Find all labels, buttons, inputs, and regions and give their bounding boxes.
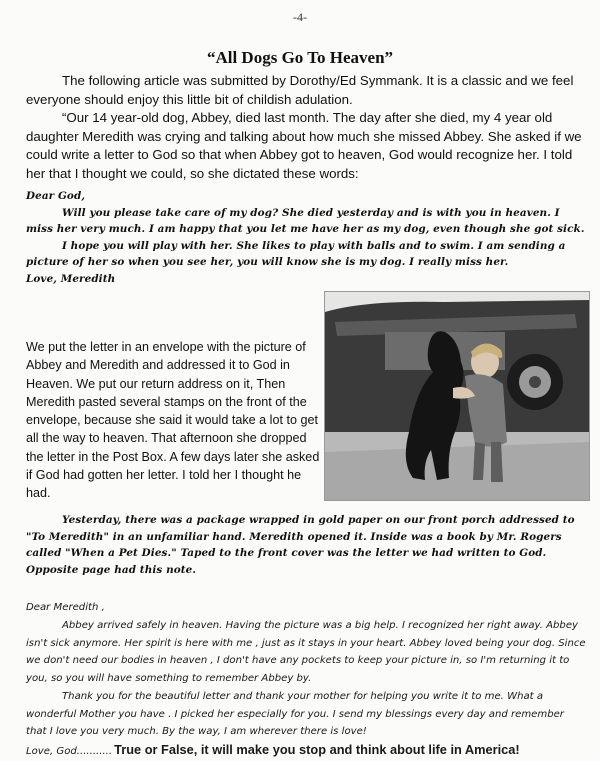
god-letter-greeting-block — [26, 599, 586, 617]
child-letter-greeting: Dear God, — [26, 190, 86, 202]
god-letter-paragraph-1: Abbey arrived safely in heaven. Having the picture was a big help. I recognized her right away. Abbey isn't sick anymore. Her spirit is here with me , just as it stays in your heart. Abbey loved being your dog. Since we don't need our bodies in heaven , I don't have any pockets to keep your picture in, so I'm returning it to you, so you will have something to remember Abbey by. — [26, 620, 586, 684]
story-middle-paragraph: We put the letter in an envelope with the picture of Abbey and Meredith and addressed it to God in Heaven. We put our return address on it, Then Meredith pasted several stamps on the front of the envelope, because she said it would take a lot to get all the way to heaven. That afternoon she dropped the letter in the Post Box. A few days later she asked if God had gotten her letter. I told her I thought he had. — [26, 340, 320, 501]
page-number: -4- — [293, 10, 307, 24]
package-paragraph-block — [26, 512, 586, 578]
god-letter-closing: Love, God........... — [26, 746, 113, 757]
god-letter-paragraph-1-block — [26, 617, 586, 687]
child-letter-closing: Love, Meredith — [26, 272, 116, 285]
intro-section — [26, 72, 586, 183]
photo-illustration — [325, 292, 589, 500]
god-letter-closing-line — [26, 741, 586, 761]
dog-and-girl-photo — [324, 291, 590, 501]
child-letter — [26, 188, 586, 288]
god-letter-paragraph-2: Thank you for the beautiful letter and thank your mother for helping you write it to me. What a wonderful Mother you have . I picked her especially for you. I send my blessings every day and remember that I love you very much. By the way, I am wherever there is love! — [26, 691, 564, 737]
story-opening-paragraph: “Our 14 year-old dog, Abbey, died last month. The day after she died, my 4 year old daughter Meredith was crying and talking about how much she missed Abbey. She asked if we could write a letter to God so that when Abbey got to heaven, God would recognize her. I told her that I thought we could, so she dictated these words: — [26, 110, 582, 181]
child-letter-paragraph-2: I hope you will play with her. She likes to play with balls and to swim. I am sending a picture of her so when you see her, you will know she is my dog. I really miss her. — [26, 239, 566, 269]
story-middle — [26, 338, 321, 503]
child-letter-paragraph-1: Will you please take care of my dog? She died yesterday and is with you in heaven. I miss her very much. I am happy that you let me have her as my dog, even though she got sick. — [26, 206, 585, 236]
god-letter-greeting: Dear Meredith , — [26, 602, 105, 613]
article-title: “All Dogs Go To Heaven” — [206, 48, 394, 67]
intro-paragraph: The following article was submitted by Dorothy/Ed Symmank. It is a classic and we feel everyone should enjoy this little bit of childish adulation. — [26, 73, 574, 107]
god-letter-paragraph-2-block — [26, 688, 586, 741]
tagline: True or False, it will make you stop and think about life in America! — [114, 742, 520, 757]
package-paragraph: Yesterday, there was a package wrapped in gold paper on our front porch addressed to "To Meredith" in an unfamiliar hand. Meredith opened it. Inside was a book by Mr. Rogers called "When a Pet Dies." Taped to the front cover was the letter we had written to God. Opposite page had this note. — [26, 514, 575, 576]
